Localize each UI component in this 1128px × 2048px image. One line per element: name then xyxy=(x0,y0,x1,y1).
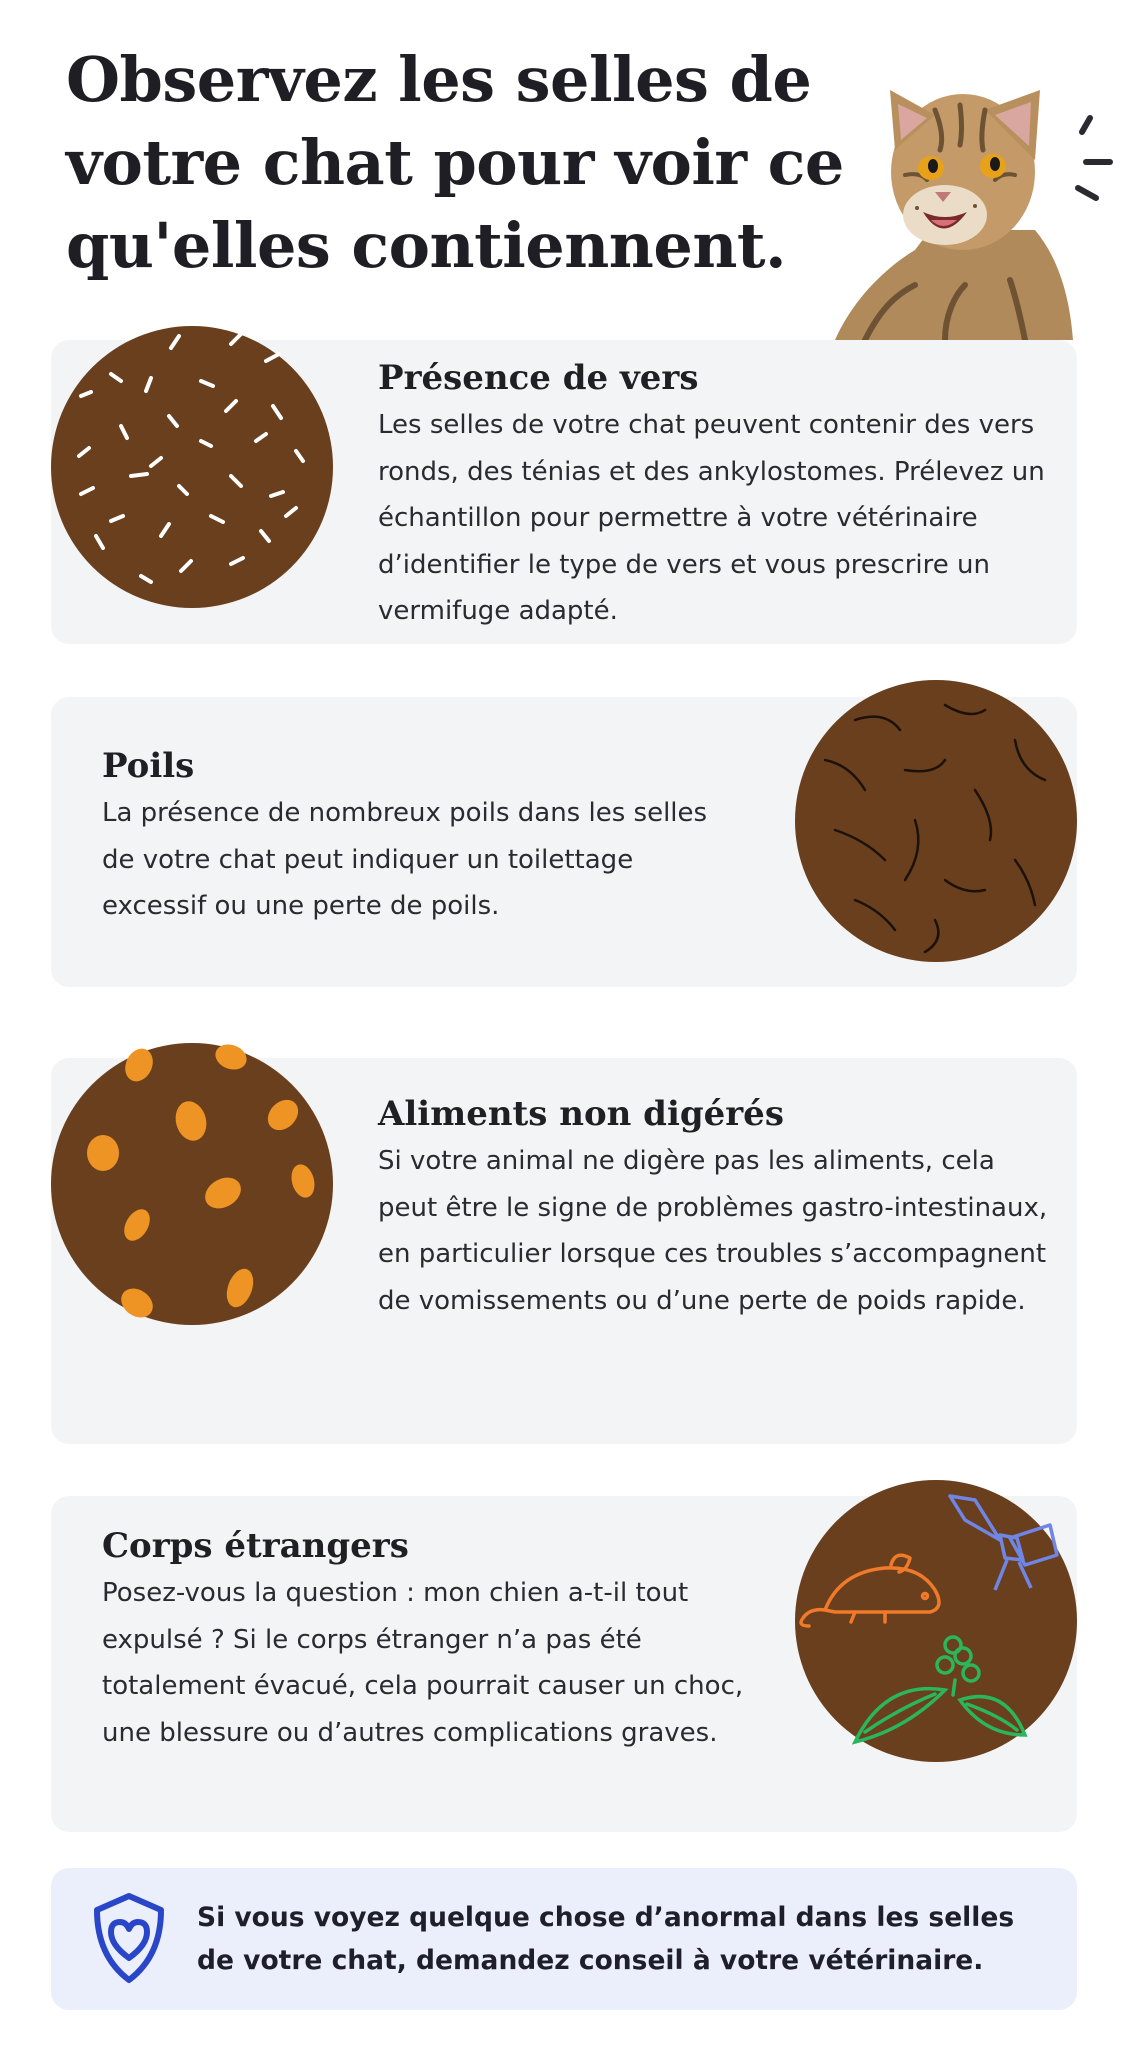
card-text-foreign-objects: Posez-vous la question : mon chien a-t-il tout expulsé ? Si le corps étranger n’a pas été totalement évacué, cela pourrait causer un choc, une blessure ou d’autres complications graves. xyxy=(102,1578,744,1748)
card-title-worms: Présence de vers xyxy=(378,358,699,398)
cat-illustration xyxy=(835,80,1085,340)
worms-stool-icon xyxy=(51,326,333,608)
foreign-objects-stool-icon xyxy=(795,1480,1077,1762)
excitement-lines-icon xyxy=(1068,110,1118,210)
page-title: Observez les selles de votre chat pour voir ce qu'elles contiennent. xyxy=(66,43,844,282)
vet-advice-callout xyxy=(51,1868,1077,2010)
hair-stool-icon xyxy=(795,680,1077,962)
card-title-hair: Poils xyxy=(102,746,195,786)
card-text-hair: La présence de nombreux poils dans les selles de votre chat peut indiquer un toilettage excessif ou une perte de poils. xyxy=(102,798,708,921)
shield-heart-icon xyxy=(91,1890,167,1986)
card-title-undigested: Aliments non digérés xyxy=(378,1094,784,1134)
undigested-food-stool-icon xyxy=(51,1043,333,1325)
vet-advice-text: Si vous voyez quelque chose d’anormal dans les selles de votre chat, demandez conseil à votre vétérinaire. xyxy=(197,1902,1015,1976)
card-text-worms: Les selles de votre chat peuvent contenir des vers ronds, des ténias et des ankylostomes. Prélevez un échantillon pour permettre à votre vétérinaire d’identifier le type de vers et vous prescrire un vermifuge adapté. xyxy=(378,410,1045,626)
card-title-foreign-objects: Corps étrangers xyxy=(102,1526,409,1566)
card-text-undigested: Si votre animal ne digère pas les aliments, cela peut être le signe de problèmes gastro-intestinaux, en particulier lorsque ces troubles s’accompagnent de vomissements ou d’une perte de poids rapide. xyxy=(378,1146,1048,1316)
